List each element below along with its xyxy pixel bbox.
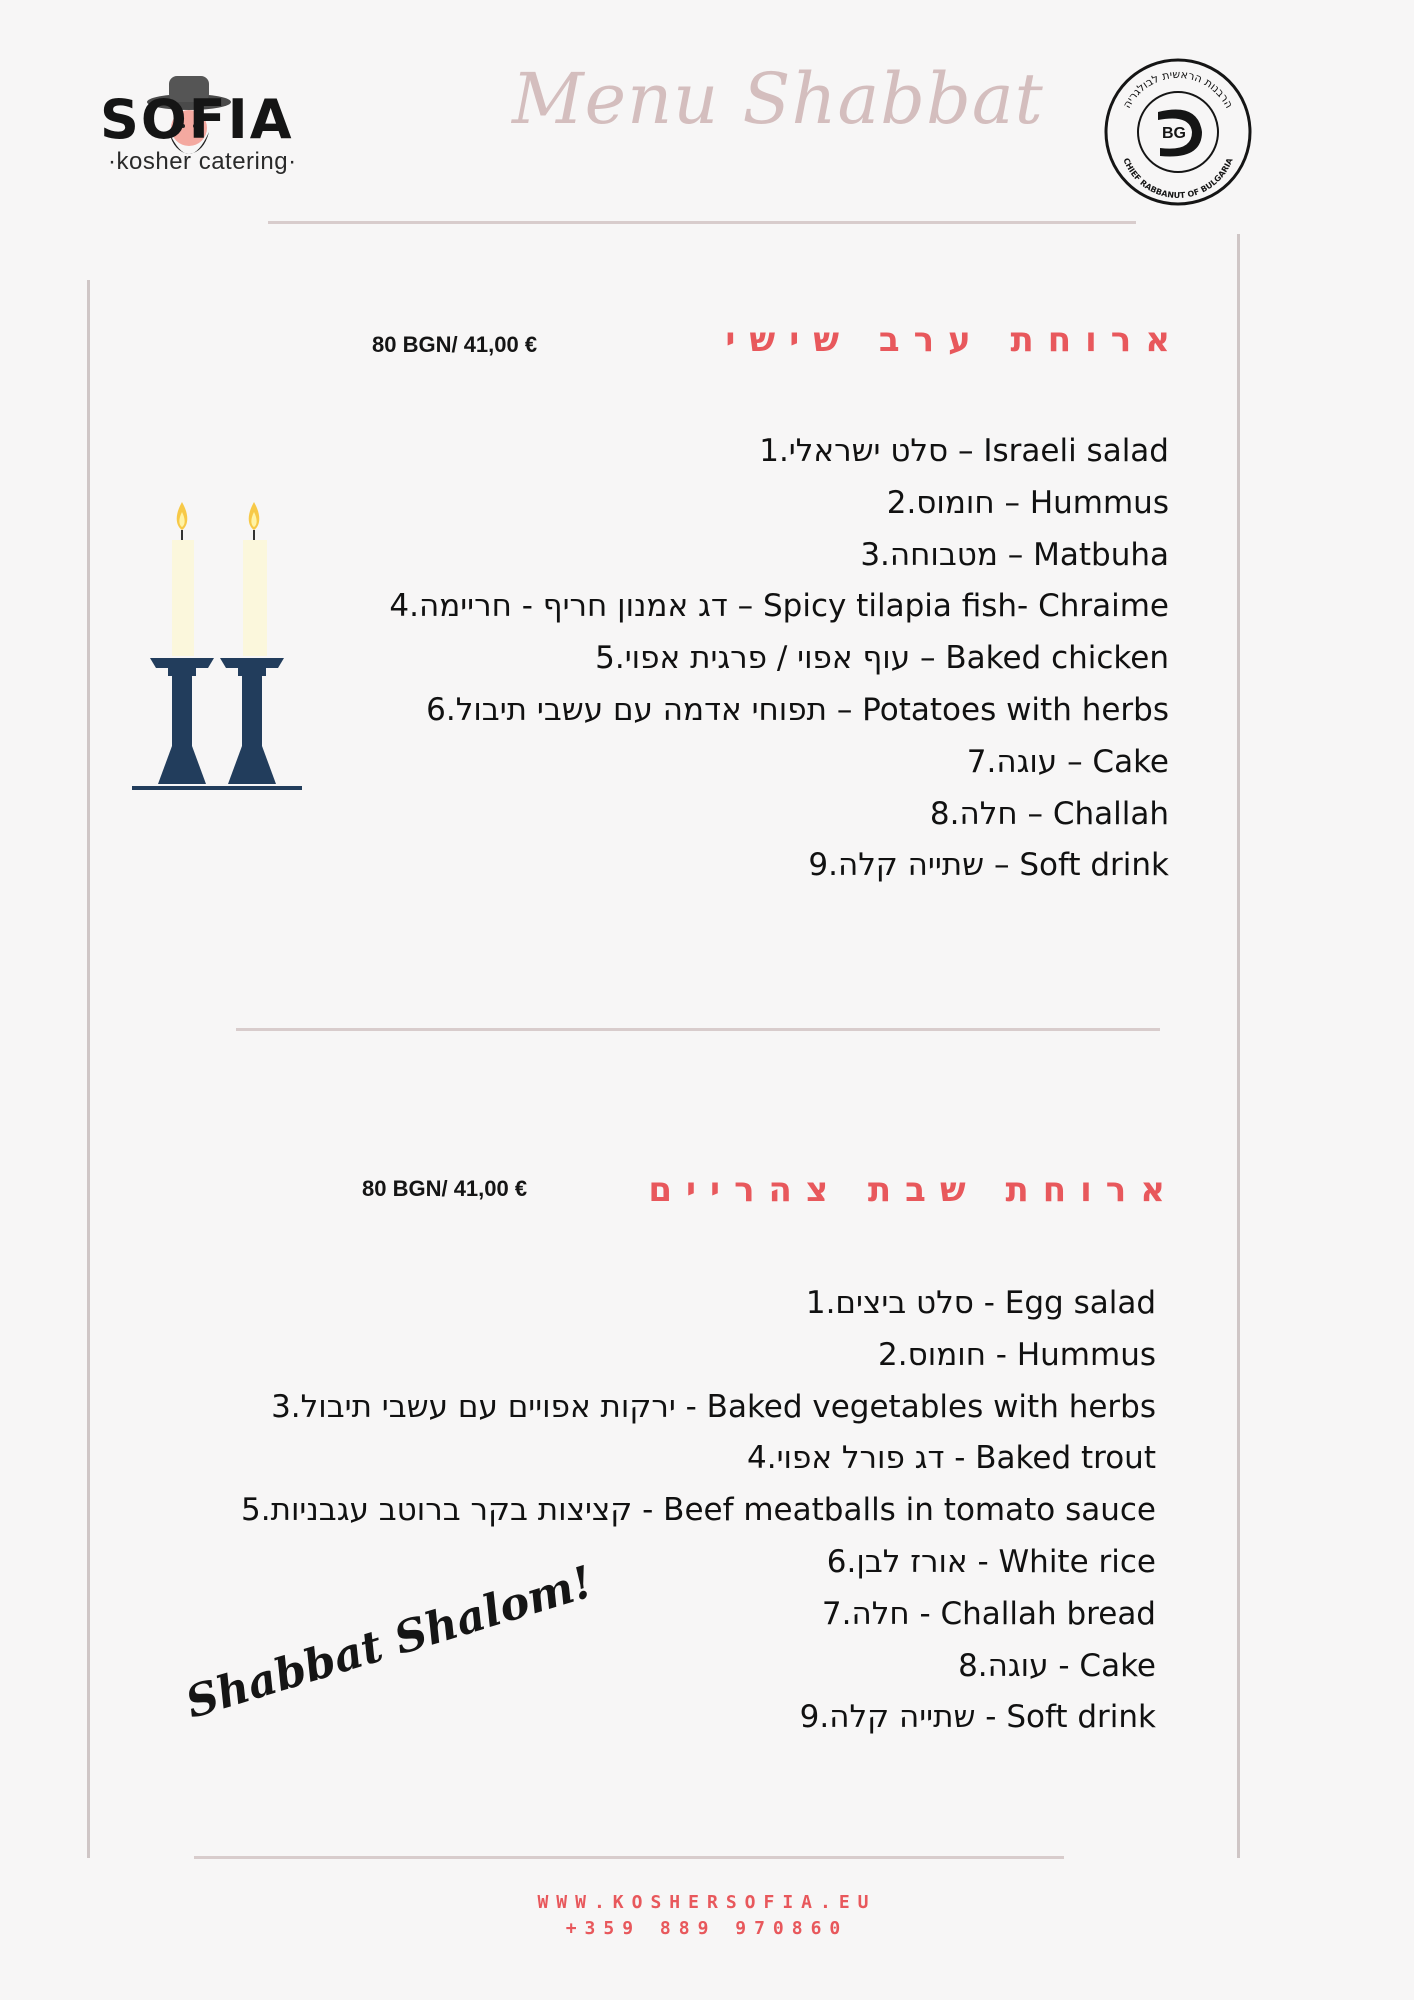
logo-name: SOFIA [100,88,294,151]
menu-item: 9.שתייה קלה - Soft drink [799,1699,1156,1736]
seal-hebrew: הרבנות הראשית לבולגריה [1120,67,1236,111]
menu-item: 4.דג פורל אפוי - Baked trout [747,1440,1156,1477]
menu-item: 6.אורז לבן - White rice [826,1543,1156,1580]
menu-item: 9.שתייה קלה – Soft drink [808,847,1169,884]
menu-item: 5.עוף אפוי / פרגית אפוי – Baked chicken [595,640,1169,677]
saturday-price: 80 BGN/ 41,00 € [362,1176,528,1201]
seal-english: CHIEF RABBANUT OF BULGARIA [1121,156,1235,201]
svg-text:הרבנות הראשית לבולגריה [1120,68,1235,111]
bottom-divider [194,1856,1064,1859]
menu-item: 4.דג אמנון חריף - חריימה – Spicy tilapia fish- Chraime [389,588,1169,625]
menu-item: 3.ירקות אפויים עם עשבי תיבול - Baked vegetables with herbs [271,1388,1156,1425]
footer-website[interactable]: WWW.KOSHERSOFIA.EU [537,1892,877,1913]
menu-item: 7.עוגה – Cake [966,743,1169,780]
friday-title: ארוחת ערב שישי [725,320,1184,360]
header-divider [268,221,1136,224]
section-divider [236,1028,1160,1031]
shabbat-shalom-greeting: Shabbat Shalom! [180,1556,599,1729]
menu-item: 3.מטבוחה – Matbuha [860,536,1169,573]
footer-phone[interactable]: +359 889 970860 [565,1918,849,1939]
seal-badge: BG [1162,125,1186,142]
friday-price: 80 BGN/ 41,00 € [372,332,538,357]
menu-item: 8.עוגה - Cake [958,1647,1156,1684]
menu-item: 1.סלט ישראלי – Israeli salad [759,433,1169,469]
logo-tagline: ·kosher catering· [108,148,297,175]
menu-item: 6.תפוחי אדמה עם עשבי תיבול – Potatoes with herbs [426,691,1169,728]
menu-item: 2.חומוס - Hummus [878,1336,1156,1373]
saturday-title: ארוחת שבת צהריים [648,1170,1179,1210]
shabbat-candles-icon [128,496,308,806]
menu-item: 2.חומוס – Hummus [886,484,1169,521]
saturday-menu-list [239,1278,1156,1744]
menu-item: 1.סלט ביצים - Egg salad [805,1285,1156,1321]
menu-item: 7.חלה - Challah bread [821,1595,1156,1632]
left-border [87,280,90,1858]
menu-item: 5.קציצות בקר ברוטב עגבניות - Beef meatballs in tomato sauce [241,1492,1156,1529]
kosher-seal-icon [1102,56,1254,208]
friday-menu-list [387,426,1169,892]
page-title: Menu Shabbat [512,58,1044,140]
right-border [1237,234,1240,1858]
menu-item: 8.חלה – Challah [929,795,1169,832]
